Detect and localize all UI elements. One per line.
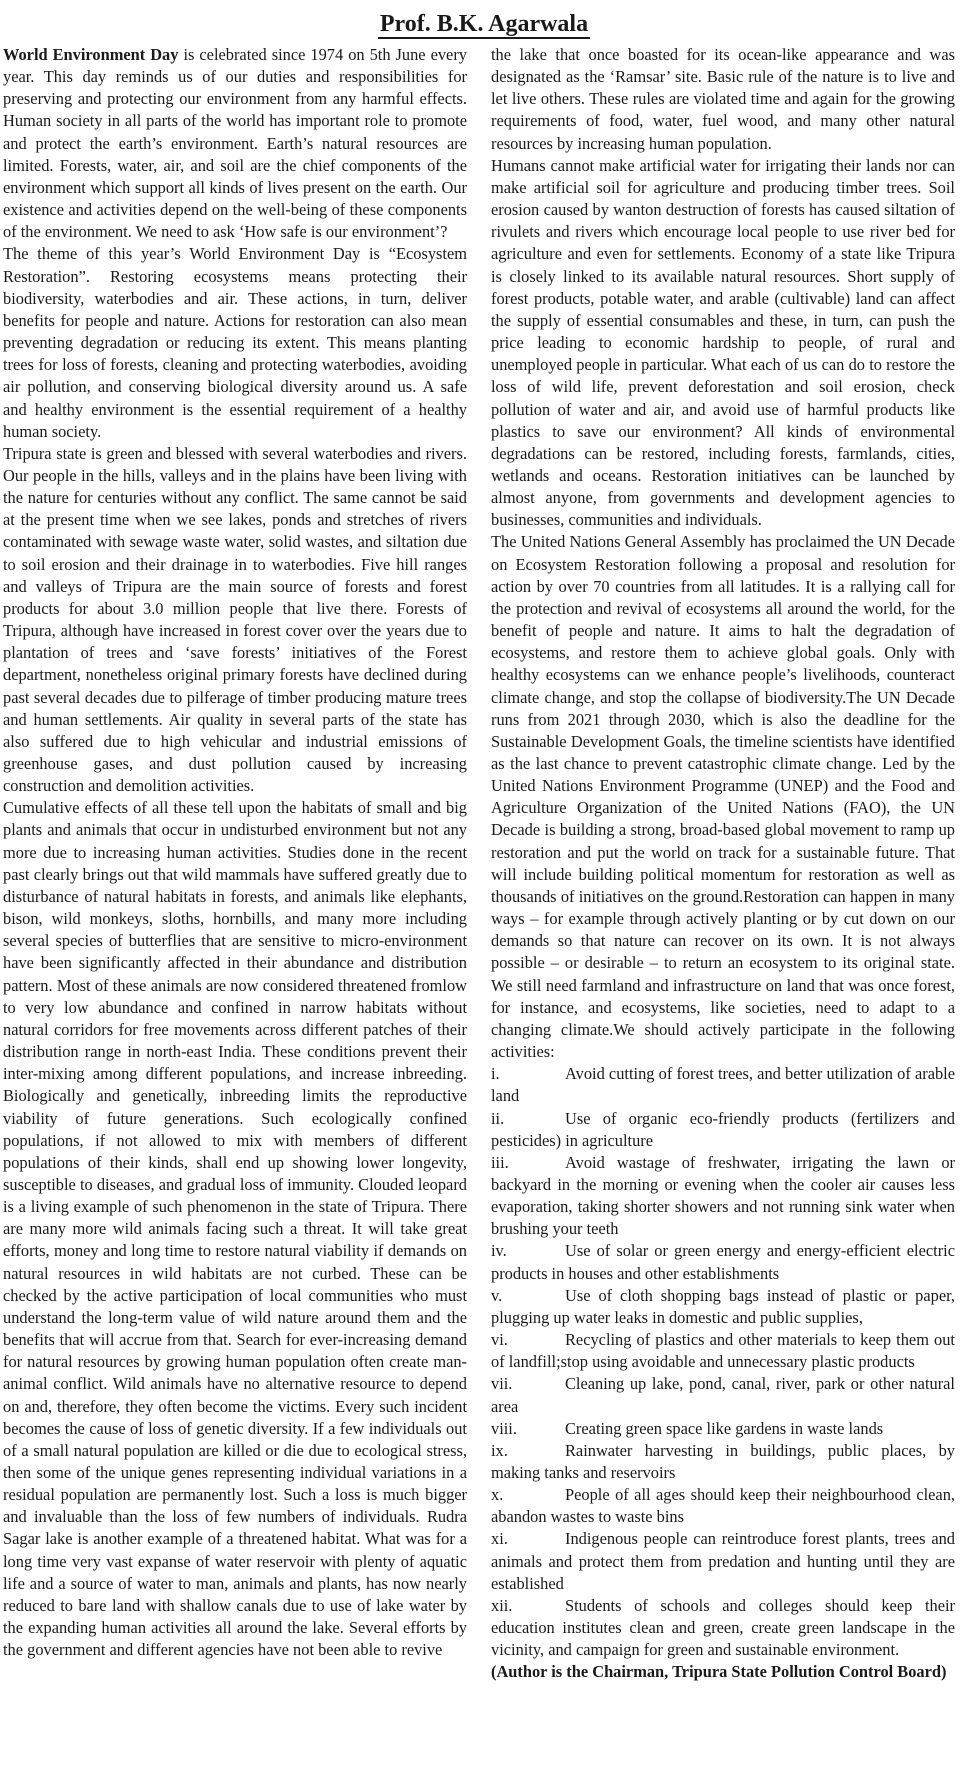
author-byline	[0, 10, 968, 38]
list-item	[491, 1285, 955, 1329]
list-item	[491, 1484, 955, 1528]
paragraph-un-decade: The United Nations General Assembly has proclaimed the UN Decade on Ecosystem Restoration following a proposal and resolution for action by over 70 countries from all latitudes. It is a rallying call for the protection and revival of ecosystems all around the world, for the benefit of people and nature. It aims to halt the degradation of ecosystems, and restore them to achieve global goals. Only with healthy ecosystems can we enhance people’s livelihoods, counteract climate change, and stop the collapse of biodiversity.The UN Decade runs from 2021 through 2030, which is also the deadline for the Sustainable Development Goals, the timeline scientists have identified as the last chance to prevent catastrophic climate change. Led by the United Nations Environment Programme (UNEP) and the Food and Agriculture Organization of the United Nations (FAO), the UN Decade is building a strong, broad-based global movement to ramp up restoration and put the world on track for a sustainable future. That will include building political momentum for restoration as well as thousands of initiatives on the ground.Restoration can happen in many ways – for example through actively planting or by cut down on our demands so that nature can recover on its own. It is not always possible – or desirable – to return an ecosystem to its original state. We still need farmland and infrastructure on land that was once forest, for instance, and ecosystems, like societies, need to adapt to a changing climate.We should actively participate in the following activities:	[491, 532, 955, 1062]
activity-list	[491, 1063, 955, 1661]
list-item	[491, 1152, 955, 1241]
list-item	[491, 1373, 955, 1417]
list-item-text: Creating green space like gardens in waste lands	[565, 1418, 884, 1438]
list-item-text: Avoid wastage of freshwater, irrigating the lawn or backyard in the morning or evening when the cooler air causes less evaporation, taking shorter showers and not running sink water when brushing your teeth	[491, 1152, 955, 1239]
list-item	[491, 1528, 955, 1594]
list-item	[491, 1418, 955, 1440]
author-name: Prof. B.K. Agarwala	[379, 11, 589, 37]
paragraph-intro	[3, 44, 467, 243]
list-item-number: v.	[491, 1285, 503, 1305]
list-item-text: Use of solar or green energy and energy-efficient electric products in houses and other establishments	[491, 1241, 955, 1283]
list-item	[491, 1595, 955, 1661]
list-item	[491, 1240, 955, 1284]
right-column	[491, 44, 955, 1684]
paragraph-tripura: Tripura state is green and blessed with several waterbodies and rivers. Our people in the hills, valleys and in the plains have been living with the nature for centuries without any conflict. The same cannot be said at the present time when we see lakes, ponds and stretches of rivers contaminated with sewage waste water, solid wastes, and siltation due to soil erosion and their drainage in to waterbodies. Five hill ranges and valleys of Tripura are the main source of forests and forest products for about 3.0 million people that live there. Forests of Tripura, although have increased in forest cover over the years due to plantation of trees and ‘save forests’ initiatives of the Forest department, nonetheless original primary forests have declined during past several decades due to pilferage of timber producing mature trees and human settlements. Air quality in several parts of the state has also suffered due to high vehicular and industrial emissions of greenhouse gases, and dust pollution caused by increasing construction and demolition activities.	[3, 443, 467, 796]
left-column	[3, 44, 467, 1661]
list-item	[491, 1329, 955, 1373]
list-item	[491, 1063, 955, 1107]
list-item-number: ii.	[491, 1108, 505, 1128]
list-item-number: iii.	[491, 1152, 509, 1172]
list-item-number: xi.	[491, 1529, 508, 1549]
paragraph-ramsar: the lake that once boasted for its ocean-like appearance and was designated as the ‘Ramsar’ site. Basic rule of the nature is to live and let live others. These rules are violated time and again for the growing requirements of food, water, fuel wood, and many other natural resources by increasing human population.	[491, 45, 955, 153]
list-item-text: Rainwater harvesting in buildings, public places, by making tanks and reservoirs	[491, 1440, 955, 1482]
list-item-text: Cleaning up lake, pond, canal, river, park or other natural area	[491, 1374, 955, 1416]
list-item-number: viii.	[491, 1418, 517, 1438]
list-item	[491, 1440, 955, 1484]
list-item-text: People of all ages should keep their neighbourhood clean, abandon wastes to waste bins	[491, 1485, 955, 1527]
list-item-number: vi.	[491, 1330, 508, 1350]
lead-phrase: World Environment Day	[3, 45, 179, 64]
list-item-text: Use of organic eco-friendly products (fertilizers and pesticides) in agriculture	[491, 1108, 955, 1150]
author-credit: (Author is the Chairman, Tripura State Pollution Control Board)	[491, 1662, 947, 1682]
list-item-text: Recycling of plastics and other materials to keep them out of landfill;stop using avoidable and unnecessary plastic products	[491, 1330, 955, 1372]
list-item	[491, 1108, 955, 1152]
list-item-number: ix.	[491, 1440, 508, 1460]
paragraph-theme: The theme of this year’s World Environment Day is “Ecosystem Restoration”. Restoring ecosystems means protecting their biodiversity, waterbodies and air. These actions, in turn, deliver benefits for people and nature. Actions for restoration can also mean preventing degradation or reducing its extent. This means planting trees for loss of forests, cleaning and protecting waterbodies, avoiding air pollution, and conserving biological diversity around us. A safe and healthy environment is the essential requirement of a healthy human society.	[3, 244, 467, 441]
list-item-text: Students of schools and colleges should keep their education institutes clean and green, create green landscape in the vicinity, and campaign for green and sustainable environment.	[491, 1595, 955, 1660]
list-item-number: xii.	[491, 1595, 513, 1615]
list-item-text: Avoid cutting of forest trees, and better utilization of arable land	[491, 1064, 955, 1106]
list-item-text: Use of cloth shopping bags instead of plastic or paper, plugging up water leaks in domestic and public supplies,	[491, 1285, 955, 1327]
list-item-number: iv.	[491, 1241, 507, 1261]
list-item-number: x.	[491, 1485, 504, 1505]
paragraph-cumulative-effects: Cumulative effects of all these tell upon the habitats of small and big plants and animals that occur in undisturbed environment but not any more due to increasing human activities. Studies done in the recent past clearly brings out that wild mammals have suffered greatly due to disturbance of natural habitats in forests, and animals like elephants, bison, wild monkeys, sloths, hornbills, and many more including several species of butterflies that are sensitive to micro-environment have been significantly affected in their abundance and distribution pattern. Most of these animals are now considered threatened fromlow to very low abundance and confined in narrow habitats without natural corridors for free movements across different patches of their distribution range in north-east India. These conditions prevent their inter-mixing among different populations, and increase inbreeding. Biologically and genetically, inbreeding limits the reproductive viability of future generations. Such ecologically confined populations, if not allowed to mix with members of different populations of their kinds, shall end up showing lower longevity, susceptible to diseases, and gradual loss of immunity. Clouded leopard is a living example of such phenomenon in the state of Tripura. There are many more wild animals facing such a threat. It will take great efforts, money and long time to restore natural viability if demands on natural resources in wild habitats are not curbed. These can be checked by the active participation of local communities who must understand the long-term value of wild nature around them and the benefits that will accrue from that. Search for ever-increasing demand for natural resources by growing human population often create man-animal conflict. Wild animals have no alternative resource to depend on and, therefore, they often become the victims. Every such incident becomes the cause of loss of genetic diversity. If a few individuals out of a small natural population are killed or die due to ecological stress, then some of the unique genes representing individual variations in a residual population are permanently lost. Such a loss is much bigger and invaluable than the loss of few numbers of individuals. Rudra Sagar lake is another example of a threatened habitat. What was for a long time very vast expanse of water reservoir with plenty of aquatic life and a source of water to man, animals and plants, has now nearly reduced to bare land with shallow canals due to use of lake water by the expanding human activities all around the lake. Several efforts by the government and different agencies have not been able to revive	[3, 798, 467, 1660]
intro-text: is celebrated since 1974 on 5th June every year. This day reminds us of our duties and responsibilities for preserving and protecting our environment from any harmful effects. Human society in all parts of the world has important role to promote and protect the earth’s environment. Earth’s natural resources are limited. Forests, water, air, and soil are the chief components of the environment which support all kinds of lives present on the earth. Our existence and activities depend on the well-being of these components of the environment. We need to ask ‘How safe is our environment’?	[3, 45, 467, 242]
list-item-number: vii.	[491, 1374, 513, 1394]
paragraph-humans: Humans cannot make artificial water for irrigating their lands nor can make artificial soil for agriculture and producing timber trees. Soil erosion caused by wanton destruction of forests has caused siltation of rivulets and rivers which encourage local people to use river bed for agriculture and even for settlements. Economy of a state like Tripura is closely linked to its available natural resources. Short supply of forest products, potable water, and arable (cultivable) land can affect the supply of essential consumables and these, in turn, can push the price leading to economic hardship to people, of rural and unemployed people in particular. What each of us can do to restore the loss of wild life, prevent deforestation and soil erosion, check pollution of water and air, and avoid use of harmful products like plastics to save our environment? All kinds of environmental degradations can be restored, including forests, farmlands, cities, wetlands and oceans. Restoration initiatives can be launched by almost anyone, from governments and development agencies to businesses, communities and individuals.	[491, 155, 955, 530]
list-item-text: Indigenous people can reintroduce forest plants, trees and animals and protect them from predation and hunting until they are established	[491, 1529, 955, 1593]
list-item-number: i.	[491, 1064, 500, 1084]
